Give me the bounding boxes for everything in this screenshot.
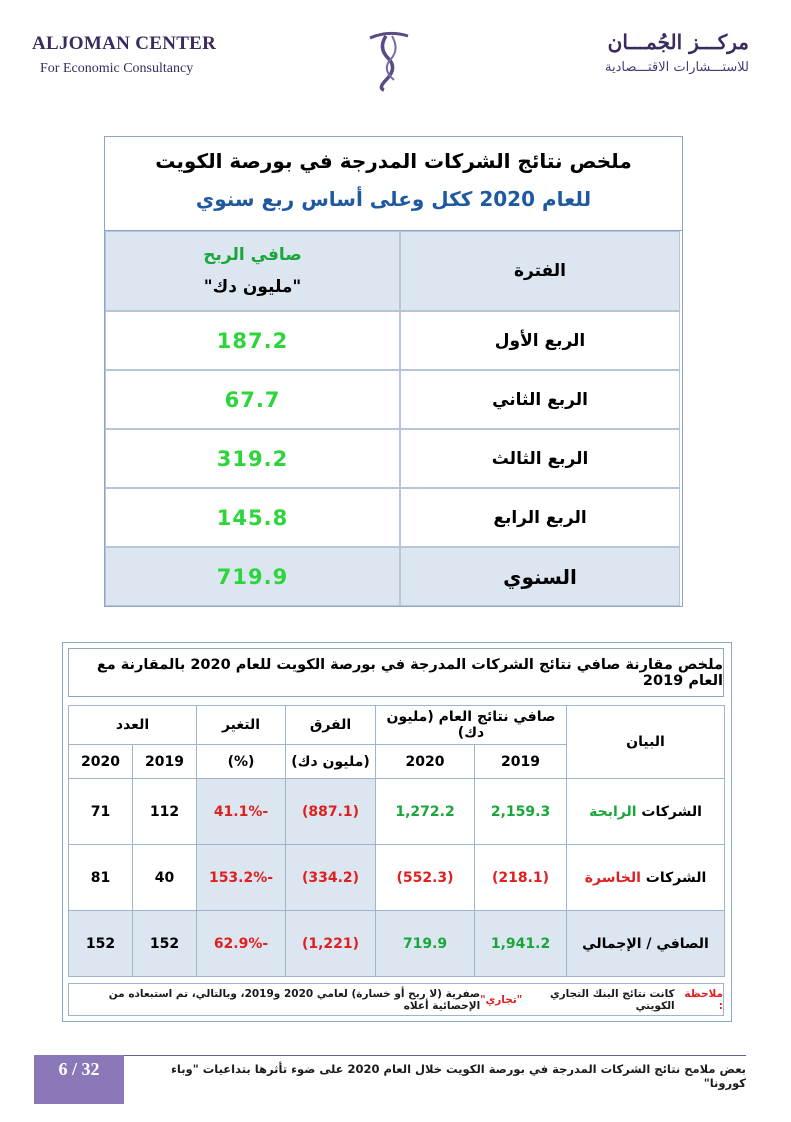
q3-label: الربع الثالث [400,429,680,488]
footer-divider [34,1055,746,1056]
title-line-1: ملخص نتائج الشركات المدرجة في بورصة الكويت [155,149,632,173]
title-line-2: للعام 2020 ككل وعلى أساس ربع سنوي [195,187,592,211]
row-label-profitable: الشركات الرابحة [567,779,725,845]
header-net-2020: 2020 [376,745,475,779]
footnote-text-b: صفرية (لا ربح أو خسارة) لعامي 2020 و2019، وبالتالي، تم استبعاده من الإحصائية أعلاه [108,987,481,1012]
footnote [68,983,724,1016]
header-statement: البيان [567,706,725,779]
q4-label: الربع الرابع [400,488,680,547]
brand-ar-subtitle: للاستـــشارات الاقتـــصادية [605,60,749,75]
brand-en-title: ALJOMAN CENTER [32,33,217,54]
comparison-summary-box [62,642,732,1022]
footnote-highlight: "تجاري" [480,993,523,1006]
header-difference: الفرق [286,706,376,745]
header-net-results: صافي نتائج العام (مليون دك) [376,706,567,745]
profitable-diff: (887.1) [286,779,376,845]
q3-value: 319.2 [105,429,400,488]
footnote-label: ملاحظة : [684,987,723,1012]
brand-ar-title: مركـــز الجُمـــان [607,30,749,54]
net-2019: 1,941.2 [475,911,567,977]
quarterly-table-title [105,137,682,231]
header-difference-unit: (مليون دك) [286,745,376,779]
table-row [69,911,725,977]
header-period: الفترة [400,231,680,311]
losing-count-2019: 40 [133,845,197,911]
brand-en-subtitle: For Economic Consultancy [40,61,194,76]
header-change-unit: (%) [197,745,286,779]
header-count: العدد [69,706,197,745]
annual-label: السنوي [400,547,680,606]
net-profit-unit: "مليون دك" [203,277,302,297]
q1-label: الربع الأول [400,311,680,370]
losing-2019: (218.1) [475,845,567,911]
header-net-profit [105,231,400,311]
losing-change: -153.2% [197,845,286,911]
brand-arabic [605,30,749,75]
profitable-2020: 1,272.2 [376,779,475,845]
row-label-losing: الشركات الخاسرة [567,845,725,911]
header-count-2020: 2020 [69,745,133,779]
q1-value: 187.2 [105,311,400,370]
q2-label: الربع الثاني [400,370,680,429]
header-net-2019: 2019 [475,745,567,779]
profitable-change: -41.1% [197,779,286,845]
page-number: 6 / 32 [34,1055,124,1104]
net-2020: 719.9 [376,911,475,977]
q2-value: 67.7 [105,370,400,429]
brand-english [32,33,216,77]
footer-caption: بعض ملامح نتائج الشركات المدرجة في بورصة الكويت خلال العام 2020 على ضوء تأثرها بتداعيات "وباء كورونا" [171,1062,746,1090]
annual-value: 719.9 [105,547,400,606]
table-row [69,779,725,845]
profitable-count-2019: 112 [133,779,197,845]
footnote-text-a: كانت نتائج البنك التجاري الكويتي [550,987,675,1012]
header-change: التغير [197,706,286,745]
profitable-count-2020: 71 [69,779,133,845]
net-count-2020: 152 [69,911,133,977]
row-label-net-total: الصافي / الإجمالي [567,911,725,977]
header-count-2019: 2019 [133,745,197,779]
losing-2020: (552.3) [376,845,475,911]
profitable-2019: 2,159.3 [475,779,567,845]
net-diff: (1,221) [286,911,376,977]
table-row [69,845,725,911]
company-logo-icon [364,28,414,92]
comparison-table-title: ملخص مقارنة صافي نتائج الشركات المدرجة في بورصة الكويت للعام 2020 بالمقارنة مع العام 2019 [68,648,724,697]
net-change: -62.9% [197,911,286,977]
comparison-table [68,705,725,977]
q4-value: 145.8 [105,488,400,547]
net-profit-label: صافي الربح [203,244,302,265]
losing-count-2020: 81 [69,845,133,911]
net-count-2019: 152 [133,911,197,977]
losing-diff: (334.2) [286,845,376,911]
quarterly-summary-table [104,136,683,607]
